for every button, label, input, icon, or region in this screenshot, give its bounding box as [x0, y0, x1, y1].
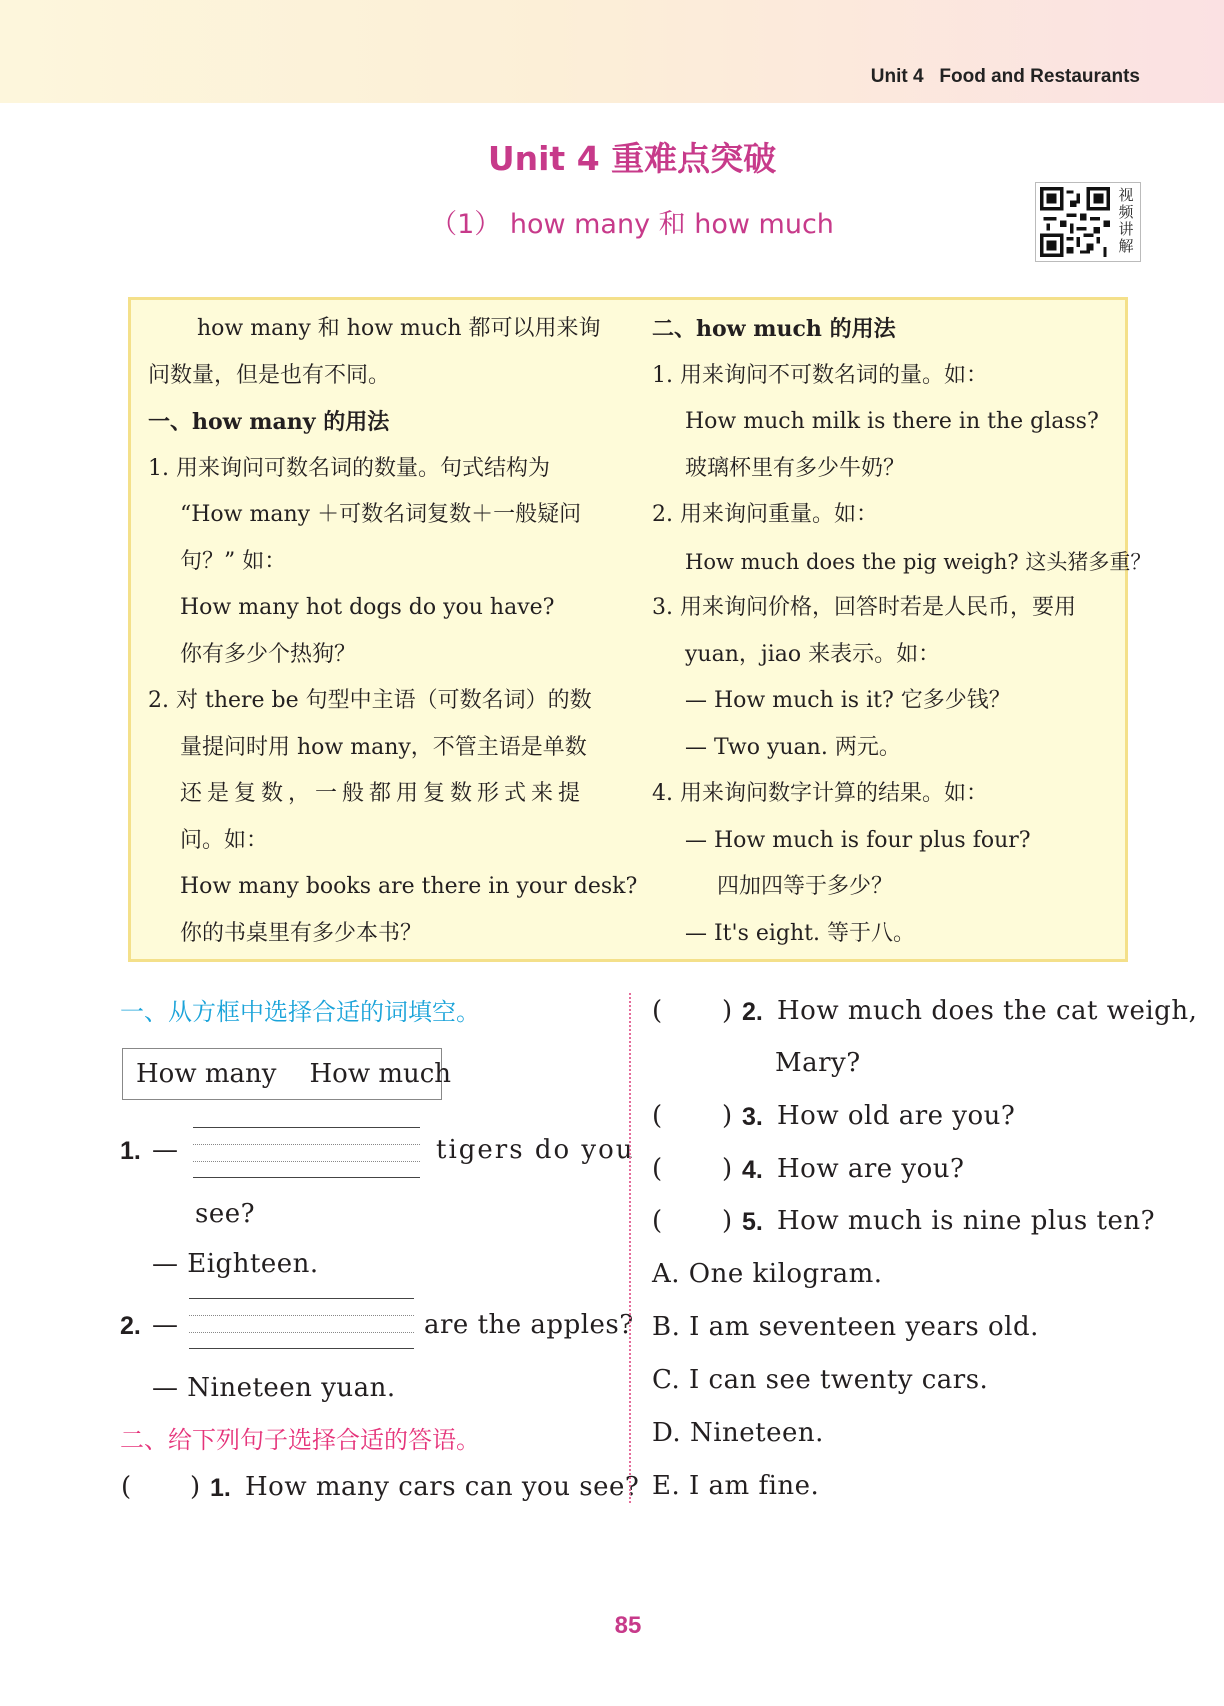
qr-label: 视频讲解	[1118, 186, 1134, 255]
q2-answer-slot[interactable]	[664, 995, 719, 1027]
option-d: D. Nineteen.	[652, 1418, 824, 1448]
q4-answer-slot[interactable]	[664, 1153, 719, 1185]
paren-close: )	[722, 1101, 733, 1131]
notes-left-example: How many hot dogs do you have?	[180, 595, 555, 620]
page-subtitle: （1） how many 和 how much	[430, 209, 834, 240]
s2-q3-text: How old are you?	[777, 1101, 1016, 1131]
s2-q4-number: 4.	[742, 1156, 763, 1184]
q1-answer: — Eighteen.	[152, 1249, 319, 1279]
notes-right-example: — It's eight. 等于八。	[685, 921, 915, 946]
option-e: E. I am fine.	[652, 1471, 820, 1501]
notes-right-translation: 四加四等于多少？	[717, 874, 894, 899]
option-c: C. I can see twenty cars.	[652, 1365, 989, 1395]
s2-q2-text-cont: Mary?	[775, 1048, 861, 1078]
paren-open: (	[652, 996, 663, 1026]
notes-right-example: — How much is four plus four?	[685, 828, 1031, 853]
s2-q5-text: How much is nine plus ten?	[777, 1206, 1156, 1236]
notes-left-line: 问数量，但是也有不同。	[148, 363, 391, 388]
q2-answer: — Nineteen yuan.	[152, 1373, 396, 1403]
s2-q3-number: 3.	[742, 1103, 763, 1131]
paren-open: (	[652, 1206, 663, 1236]
paren-open: (	[652, 1101, 663, 1131]
paren-open: (	[121, 1472, 132, 1502]
word-choice-box: How many How much	[122, 1048, 442, 1100]
s2-q4-text: How are you?	[777, 1154, 965, 1184]
notes-right-line: 1. 用来询问不可数名词的量。如：	[652, 363, 988, 388]
notes-right-translation: 玻璃杯里有多少牛奶？	[685, 456, 906, 481]
section2-heading: 二、给下列句子选择合适的答语。	[120, 1426, 480, 1454]
notes-left-translation: 你的书桌里有多少本书？	[180, 921, 423, 946]
q2-dash: —	[152, 1310, 179, 1340]
paren-open: (	[652, 1154, 663, 1184]
q1-answer-blank[interactable]	[193, 1127, 420, 1177]
q3-answer-slot[interactable]	[664, 1100, 719, 1132]
option-a: A. One kilogram.	[652, 1259, 883, 1289]
paren-close: )	[722, 1206, 733, 1236]
q1-answer-slot[interactable]	[133, 1471, 188, 1503]
running-head: Unit 4 Food and Restaurants	[870, 66, 1140, 87]
column-divider	[629, 993, 631, 1503]
page-title: Unit 4 重难点突破	[487, 139, 777, 178]
notes-right-line: 2. 用来询问重量。如：	[652, 502, 878, 527]
notes-right-line: yuan，jiao 来表示。如：	[685, 642, 941, 667]
section1-heading: 一、从方框中选择合适的词填空。	[120, 998, 480, 1026]
q1-text-cont: see?	[195, 1199, 256, 1229]
s2-q2-number: 2.	[742, 998, 763, 1026]
s2-q5-number: 5.	[742, 1208, 763, 1236]
s2-q2-text: How much does the cat weigh,	[777, 996, 1198, 1026]
paren-close: )	[722, 996, 733, 1026]
notes-left-line: 2. 对 there be 句型中主语（可数名词）的数	[148, 688, 592, 713]
paren-close: )	[722, 1154, 733, 1184]
notes-left-example: How many books are there in your desk?	[180, 874, 638, 899]
q1-text: tigers do you	[436, 1135, 635, 1165]
s2-q1-text: How many cars can you see?	[245, 1472, 640, 1502]
notes-left-line: “How many ＋可数名词复数＋一般疑问	[180, 502, 582, 527]
notes-left-line: 还是复数，一般都用复数形式来提	[180, 781, 586, 806]
q5-answer-slot[interactable]	[664, 1205, 719, 1237]
notes-left-line: how many 和 how much 都可以用来询	[197, 316, 601, 341]
q2-text: are the apples?	[424, 1310, 634, 1340]
notes-left-line: 量提问时用 how many，不管主语是单数	[180, 735, 587, 760]
grammar-notes-box	[128, 297, 1128, 962]
notes-right-line: 3. 用来询问价格，回答时若是人民币，要用	[652, 595, 1076, 620]
notes-right-example: — Two yuan. 两元。	[685, 735, 901, 760]
notes-right-line: 4. 用来询问数字计算的结果。如：	[652, 781, 988, 806]
notes-right-example: — How much is it? 它多少钱？	[685, 688, 1011, 713]
q1-number: 1.	[120, 1137, 141, 1165]
s2-q1-number: 1.	[210, 1474, 231, 1502]
notes-left-line: 句？” 如：	[180, 549, 287, 574]
q2-number: 2.	[120, 1312, 141, 1340]
notes-right-example: How much milk is there in the glass?	[685, 409, 1099, 434]
qr-code-icon	[1040, 187, 1110, 257]
notes-right-heading: 二、how much 的用法	[652, 316, 896, 342]
notes-left-line: 1. 用来询问可数名词的数量。句式结构为	[148, 456, 550, 481]
q2-answer-blank[interactable]	[189, 1298, 414, 1348]
notes-left-line: 问。如：	[180, 828, 269, 853]
notes-left-translation: 你有多少个热狗？	[180, 642, 357, 667]
paren-close: )	[190, 1472, 201, 1502]
page-number: 85	[614, 1612, 642, 1639]
option-b: B. I am seventeen years old.	[652, 1312, 1039, 1342]
notes-right-example: How much does the pig weigh? 这头猪多重？	[685, 550, 1152, 574]
qr-code-block[interactable]	[1035, 182, 1141, 262]
notes-left-heading: 一、how many 的用法	[148, 409, 390, 435]
q1-dash: —	[152, 1135, 179, 1165]
